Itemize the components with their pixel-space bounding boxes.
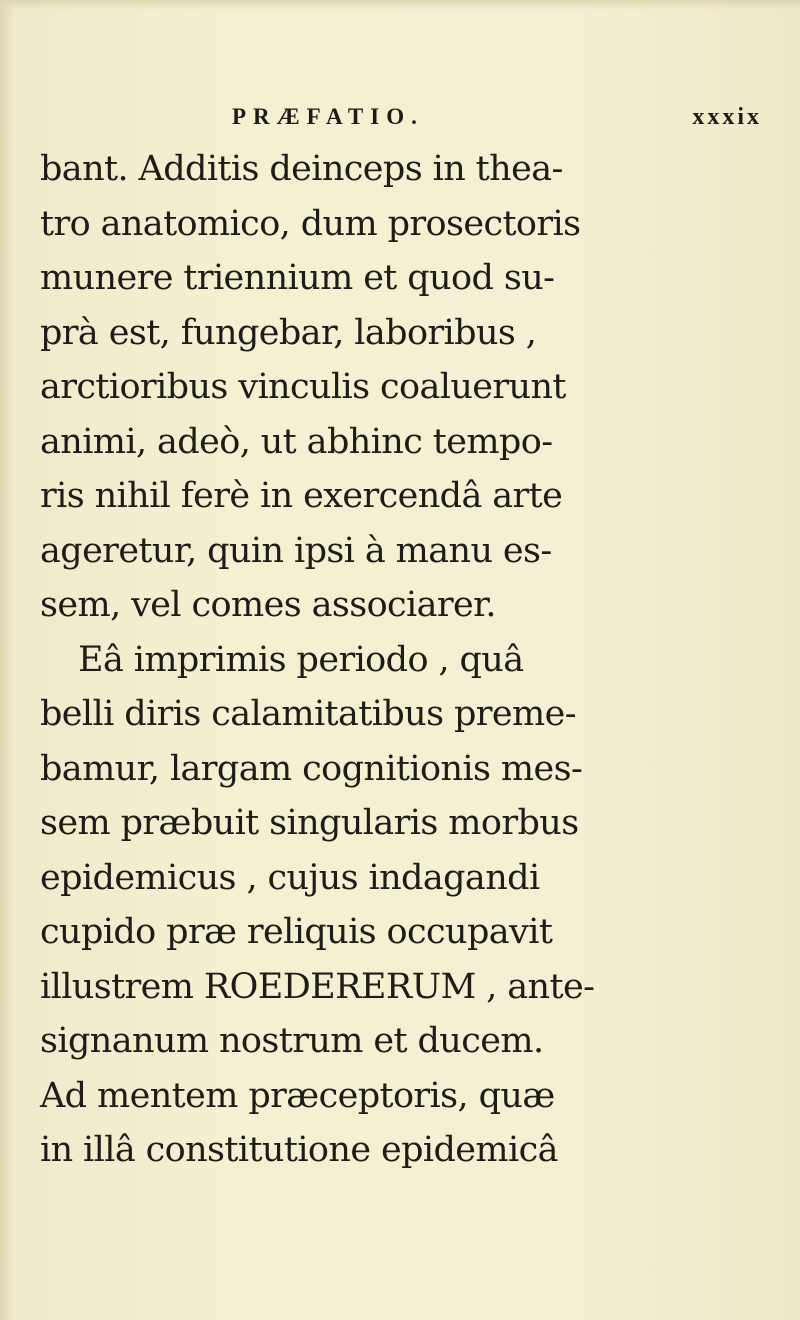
- text-line: belli diris calamitatibus preme-: [40, 694, 576, 734]
- text-line: bamur, largam cognitionis mes-: [40, 748, 583, 789]
- text-line: signanum nostrum et ducem.: [40, 1021, 544, 1061]
- paragraph-start-line: Eâ imprimis periodo , quâ: [78, 639, 524, 680]
- text-line: Ad mentem præceptoris, quæ: [40, 1075, 555, 1116]
- running-head: [232, 104, 762, 138]
- body-text: [40, 142, 780, 1178]
- running-head-title: PRÆFATIO.: [232, 104, 424, 129]
- page-shadow-left: [0, 0, 14, 1320]
- text-line: ageretur, quin ipsi à manu es-: [40, 530, 552, 571]
- text-line: illustrem ROEDERERUM , ante-: [40, 966, 595, 1007]
- text-line: munere triennium et quod su-: [40, 258, 555, 298]
- text-line: animi, adeò, ut abhinc tempo-: [40, 421, 553, 462]
- text-line: arctioribus vinculis coaluerunt: [40, 367, 566, 407]
- text-line: prà est, fungebar, laboribus ,: [40, 312, 537, 353]
- text-line: sem præbuit singularis morbus: [40, 803, 579, 843]
- text-line: tro anatomico, dum prosectoris: [40, 203, 581, 244]
- text-line: bant. Additis deinceps in thea-: [40, 149, 563, 189]
- text-line: sem, vel comes associarer.: [40, 585, 496, 625]
- text-line: ris nihil ferè in exercendâ arte: [40, 476, 563, 516]
- page-number: xxxix: [692, 104, 762, 130]
- text-line: cupido præ reliquis occupavit: [40, 912, 553, 952]
- text-line: epidemicus , cujus indagandi: [40, 857, 540, 898]
- text-line: in illâ constitutione epidemicâ: [40, 1130, 558, 1170]
- page-shadow-top: [0, 0, 800, 10]
